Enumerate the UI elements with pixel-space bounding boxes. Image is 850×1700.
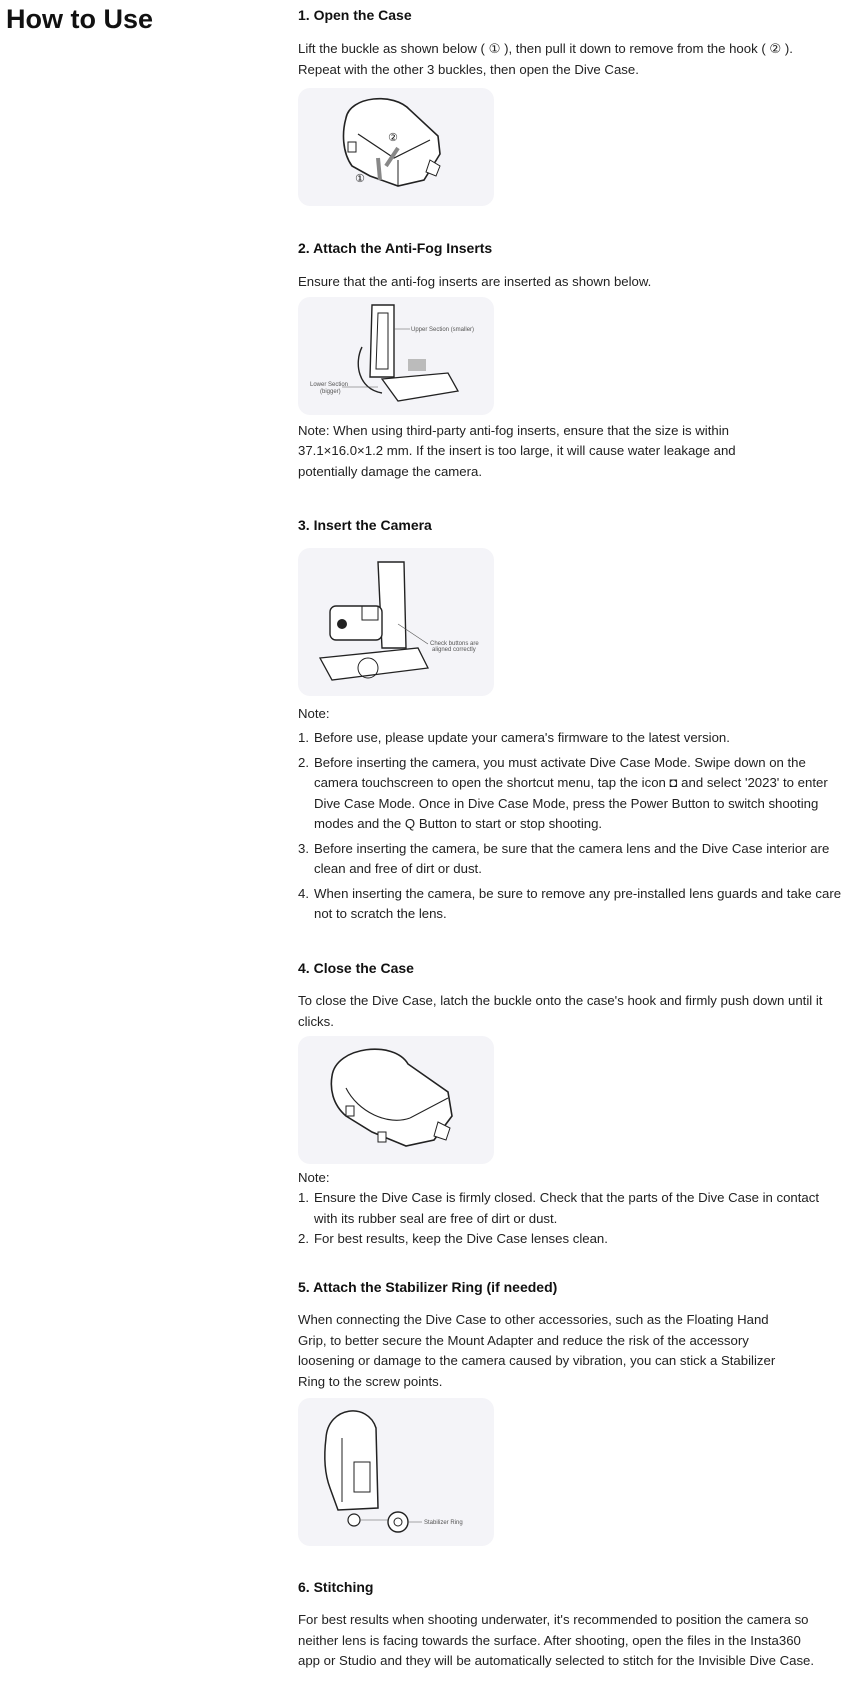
step-title <box>298 958 843 978</box>
step-number: 1. <box>298 7 310 23</box>
list-item: 1. Before use, please update your camera's firmware to the latest version. <box>298 730 730 745</box>
step-title <box>298 1277 843 1297</box>
list-item: 4. When inserting the camera, be sure to remove any pre-installed lens guards and take care not to scratch the lens. <box>298 885 842 921</box>
step-number: 5. <box>298 1279 310 1295</box>
note-list <box>298 728 843 925</box>
step-title <box>298 238 843 258</box>
list-item: 3. Before inserting the camera, be sure that the camera lens and the Dive Case interior are clean and free of dirt or dust. <box>298 840 830 876</box>
anti-fog-drawing <box>298 297 494 415</box>
step-insert-camera <box>298 515 843 929</box>
step-body: When connecting the Dive Case to other accessories, such as the Floating Hand Grip, to better secure the Mount Adapter and reduce the risk of the accessory loosening or damage to the camera caused by vibration, you can stick a Stabilizer Ring to the screw points. <box>298 1312 776 1389</box>
anti-fog-illustration <box>298 297 494 415</box>
label-lower-section-size: (bigger) <box>320 388 341 395</box>
step-title <box>298 1577 843 1597</box>
note-label: Note: <box>298 706 330 721</box>
step-number: 4. <box>298 960 310 976</box>
step-number: 2. <box>298 240 310 256</box>
step-note: Note: When using third-party anti-fog inserts, ensure that the size is within 37.1×16.0×1.2 mm. If the insert is too large, it will cause water leakage and potentially damage the camera. <box>298 422 736 479</box>
step-stabilizer-ring <box>298 1277 843 1546</box>
stabilizer-ring-drawing <box>298 1398 494 1546</box>
insert-camera-illustration <box>298 548 494 696</box>
note-list <box>298 1188 843 1250</box>
step-number: 3. <box>298 517 310 533</box>
step-title-text: Open the Case <box>313 7 412 23</box>
marker-2: ② <box>388 131 398 144</box>
label-aligned: aligned correctly <box>432 647 476 653</box>
page-title: How to Use <box>6 4 154 34</box>
step-title-text: Close the Case <box>313 960 414 976</box>
list-item: 2. Before inserting the camera, you must activate Dive Case Mode. Swipe down on the camera touchscreen to open the shortcut menu, tap the icon ◘ and select '2023' to enter Dive Case Mode. Once in Dive Case Mode, press the Power Button to switch shooting modes and the Q Button to start or stop shooting. <box>298 754 828 831</box>
marker-1: ① <box>355 172 365 185</box>
step-open-case <box>298 5 843 206</box>
open-case-illustration <box>298 88 494 206</box>
step-number: 6. <box>298 1579 310 1595</box>
step-title-text: Insert the Camera <box>313 517 432 533</box>
label-check-buttons: Check buttons are <box>430 641 479 647</box>
note-label: Note: <box>298 1170 330 1185</box>
label-stabilizer-ring: Stabilizer Ring <box>424 1520 463 1526</box>
step-body: Ensure that the anti-fog inserts are inserted as shown below. <box>298 274 652 289</box>
list-item: 2. For best results, keep the Dive Case lenses clean. <box>298 1231 608 1246</box>
step-stitching <box>298 1577 843 1672</box>
step-anti-fog-inserts <box>298 238 843 482</box>
dive-case-open-drawing <box>298 88 494 206</box>
step-close-case <box>298 958 843 1250</box>
step-body: Lift the buckle as shown below ( ① ), then pull it down to remove from the hook ( ② ). Repeat with the other 3 buckles, then open the Dive Case. <box>298 41 793 77</box>
dive-case-closed-drawing <box>298 1036 494 1164</box>
step-title-text: Stitching <box>313 1579 374 1595</box>
step-title <box>298 5 843 25</box>
step-title <box>298 515 843 535</box>
step-body: For best results when shooting underwater, it's recommended to position the camera so neither lens is facing towards the surface. After shooting, open the files in the Insta360 app or Studio and they will be automatically selected to stitch for the Invisible Dive Case. <box>298 1612 815 1668</box>
close-case-illustration <box>298 1036 494 1164</box>
list-item: 1. Ensure the Dive Case is firmly closed. Check that the parts of the Dive Case in contact with its rubber seal are free of dirt or dust. <box>298 1190 820 1226</box>
insert-camera-drawing <box>298 548 494 696</box>
step-title-text: Attach the Anti-Fog Inserts <box>313 240 493 256</box>
label-lower-section: Lower Section <box>310 381 349 388</box>
stabilizer-ring-illustration <box>298 1398 494 1546</box>
step-title-text: Attach the Stabilizer Ring (if needed) <box>313 1279 558 1295</box>
step-body: To close the Dive Case, latch the buckle onto the case's hook and firmly push down until it clicks. <box>298 993 823 1029</box>
label-upper-section: Upper Section (smaller) <box>411 326 475 333</box>
